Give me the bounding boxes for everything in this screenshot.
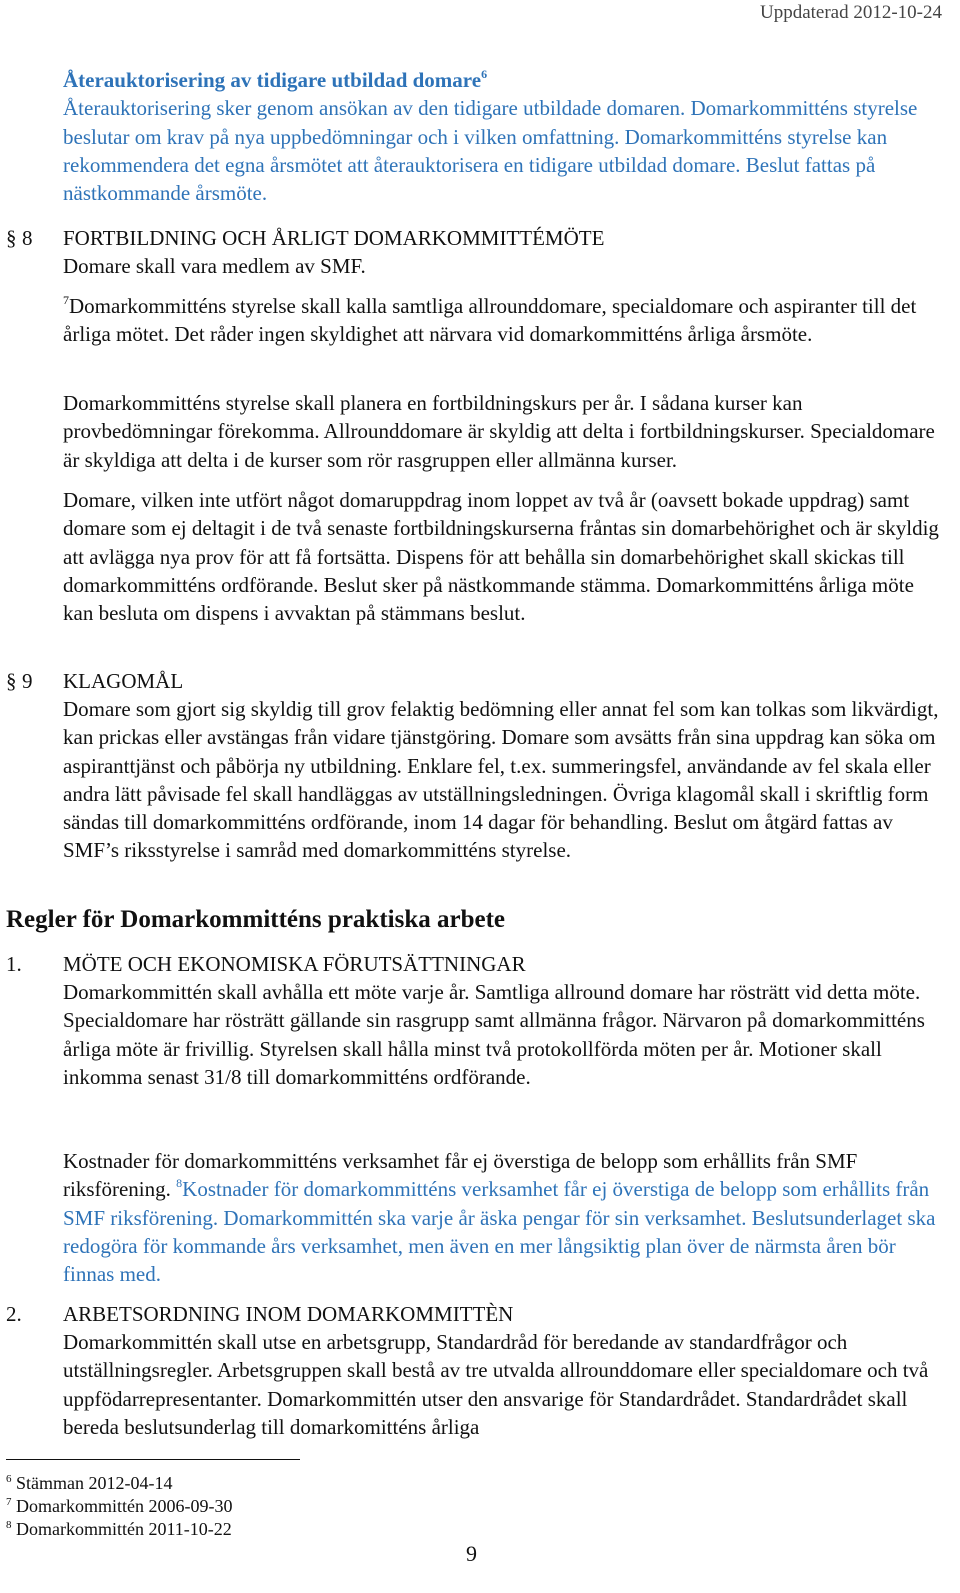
reauth-body: Återauktorisering sker genom ansökan av den tidigare utbildade domaren. Domarkommitténs styrelse beslutar om krav på nya uppbedömningar och i vilken omfattning. Domarkommitténs styrelse kan rekommendera det egna årsmötet att återauktorisera en tidigare utbildad domare. Beslut fattas på nästkommande årsmöte. <box>63 96 918 206</box>
paragraph-sign: § <box>6 669 17 693</box>
updated-date: Uppdaterad 2012-10-24 <box>759 2 942 23</box>
rules-item-1-p2: Kostnader för domarkommitténs verksamhet får ej överstiga de belopp som erhållits från SMF riksförening. $^8$Kostnader för domarkommitténs verksamhet får ej överstiga de belopp som erhållits från SMF riksförening. Domarkommittén ska varje år äska pengar för sin verksamhet. Beslutsunderlaget ska redogöra för kommande års verksamhet, men även en mer långsiktig plan över de närmsta åren bör finnas med. <box>63 1149 936 1287</box>
footnote-separator <box>6 1459 300 1460</box>
footnote-ref-6: 6 <box>481 67 488 81</box>
section-8-title: FORTBILDNING OCH ÅRLIGT DOMARKOMMITTÉMÖTE <box>63 226 605 250</box>
section-8-p3: Domarkommitténs styrelse skall planera en fortbildningskurs per år. I sådana kurser kan provbedömningar förekomma. Allrounddomare är skyldig att delta i fortbildningskurser. Specialdomare är skyldiga att delta i de kurser som rör rasgruppen eller allmänna kurser. <box>63 391 935 472</box>
footnote-7: $^7$ Domarkommittén 2006-09-30 <box>6 1496 233 1516</box>
rules-item-2-p1: Domarkommittén skall utse en arbetsgrupp, Standardråd för beredande av standardfrågor och utställningsregler. Arbetsgruppen skall bestå av tre utvalda allrounddomare eller specialdomare och två uppfödarrepresentanter. Domarkommittén utser den ansvarige för Standardrådet. Standardrådet skall bereda beslutsunderlag till domarkomitténs årliga <box>63 1330 929 1439</box>
section-8-p1: Domare skall vara medlem av SMF. <box>63 254 366 278</box>
rules-heading: Regler för Domarkommitténs praktiska arbete <box>6 906 505 933</box>
footnote-ref-8: 8 <box>176 1176 183 1191</box>
paragraph-sign: § <box>6 226 17 250</box>
section-8-p2: $^7$Domarkommitténs styrelse skall kalla samtliga allrounddomare, specialdomare och aspiranter till det årliga mötet. Det råder ingen skyldighet att närvara vid domarkommitténs årliga årsmöte. <box>63 293 917 347</box>
section-number: 9 <box>22 669 33 693</box>
reauth-section <box>63 66 948 207</box>
footnote-6: $^6$ Stämman 2012-04-14 <box>6 1473 173 1493</box>
rules-item-1-p1: Domarkommittén skall avhålla ett möte varje år. Samtliga allround domare har rösträtt vid detta möte. Specialdomare har rösträtt gällande sin rasgrupp samt allmänna frågor. Närvaron på domarkommitténs årliga möte är frivillig. Styrelsen skall hålla minst två protokollförda möten per år. Motioner skall inkomma senast 31/8 till domarkommitténs ordförande. <box>63 980 925 1089</box>
rules-item-1-title: MÖTE OCH EKONOMISKA FÖRUTSÄTTNINGAR <box>63 952 526 976</box>
rules-item-2-title: ARBETSORDNING INOM DOMARKOMMITTÈN <box>63 1302 514 1326</box>
section-8-p4: Domare, vilken inte utfört något domaruppdrag inom loppet av två år (oavsett bokade uppdrag) samt domare som ej deltagit i de två senaste fortbildningskurserna fråntas sin domarbehörighet och är skyldig att avlägga nya prov för att få fortsätta. Dispens för att behålla sin domarbehörighet skall skickas till domarkommitténs ordförande. Beslut sker på nästkommande stämma. Domarkommitténs årliga möte kan besluta om dispens i avvaktan på stämmans beslut. <box>63 488 939 626</box>
reauth-title: Återauktorisering av tidigare utbildad domare$^6$ <box>63 67 488 92</box>
item-number: 2. <box>6 1302 22 1326</box>
page-number: 9 <box>466 1541 477 1566</box>
section-9-title: KLAGOMÅL <box>63 669 184 693</box>
footnote-ref-7: 7 <box>63 293 69 307</box>
footnote-8: $^8$ Domarkommittén 2011-10-22 <box>6 1519 232 1539</box>
item-number: 1. <box>6 952 22 976</box>
section-9-p1: Domare som gjort sig skyldig till grov felaktig bedömning eller annat fel som kan tolkas som likvärdigt, kan prickas eller avstängas från vidare tjänstgöring. Domare som avsätts från sina uppdrag kan söka om aspiranttjänst och påbörja ny utbildning. Enklare fel, t.ex. summeringsfel, användande av fel skala eller andra lätt påvisade fel skall handläggas av utställningsledningen. Övriga klagomål skall i skriftlig form sändas till domarkommitténs ordförande, inom 14 dagar för behandling. Beslut om åtgärd fattas av SMF’s riksstyrelse i samråd med domarkommitténs styrelse. <box>63 697 939 863</box>
section-number: 8 <box>22 226 33 250</box>
